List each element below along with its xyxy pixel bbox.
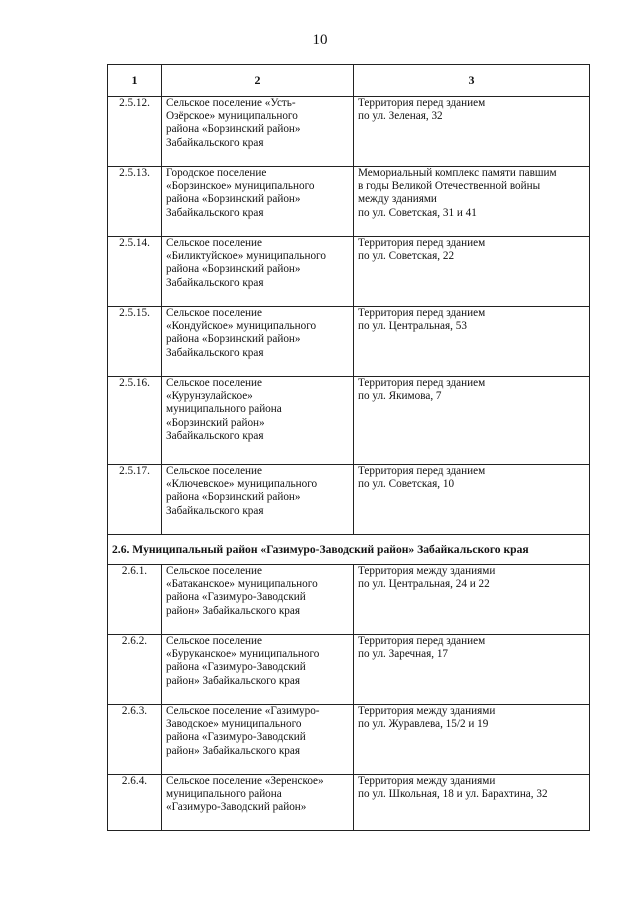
- row-number-cell: [108, 377, 162, 465]
- settlement-cell: [162, 705, 354, 775]
- section-heading: 2.6. Муниципальный район «Газимуро-Заводский район» Забайкальского края: [108, 535, 590, 565]
- settlement-name: Сельское поселение «Усть- Озёрское» муниципального района «Борзинский район» Забайкальского края: [166, 97, 301, 149]
- settlement-cell: [162, 237, 354, 307]
- place-description: Территория между зданиями по ул. Журавлева, 15/2 и 19: [358, 705, 496, 731]
- row-number-cell: [108, 565, 162, 635]
- column-header-place: 3: [354, 65, 590, 97]
- place-cell: [354, 565, 590, 635]
- table-body: [108, 97, 590, 831]
- row-number-cell: [108, 775, 162, 831]
- row-number: 2.6.1.: [121, 565, 148, 577]
- settlement-name: Сельское поселение «Буруканское» муниципального района «Газимуро-Заводский район» Забайкальского края: [166, 635, 320, 687]
- place-description: Территория между зданиями по ул. Центральная, 24 и 22: [358, 565, 496, 591]
- row-number-cell: [108, 167, 162, 237]
- place-description: Территория перед зданием по ул. Якимова, 7: [358, 377, 486, 403]
- column-header-number: 1: [108, 65, 162, 97]
- place-description: Территория перед зданием по ул. Центральная, 53: [358, 307, 486, 333]
- section-heading-row: [108, 535, 590, 565]
- settlement-name: Сельское поселение «Газимуро- Заводское» муниципального района «Газимуро-Заводский район» Забайкальского края: [166, 705, 320, 757]
- place-cell: [354, 635, 590, 705]
- place-cell: [354, 377, 590, 465]
- place-cell: [354, 97, 590, 167]
- table-row: [108, 377, 590, 465]
- place-description: Территория перед зданием по ул. Советская, 22: [358, 237, 486, 263]
- settlement-cell: [162, 775, 354, 831]
- table-row: [108, 237, 590, 307]
- row-number: 2.5.12.: [119, 97, 150, 109]
- column-header-settlement: 2: [162, 65, 354, 97]
- row-number: 2.5.14.: [119, 237, 150, 249]
- settlement-name: Сельское поселение «Ключевское» муниципального района «Борзинский район» Забайкальского края: [166, 465, 318, 517]
- page-number: 10: [312, 32, 328, 48]
- table-row: [108, 705, 590, 775]
- row-number-cell: [108, 307, 162, 377]
- place-description: Территория перед зданием по ул. Зеленая, 32: [358, 97, 486, 123]
- table-row: [108, 307, 590, 377]
- row-number-cell: [108, 97, 162, 167]
- row-number-cell: [108, 705, 162, 775]
- row-number-cell: [108, 635, 162, 705]
- table-row: [108, 97, 590, 167]
- place-cell: [354, 775, 590, 831]
- settlement-cell: [162, 465, 354, 535]
- row-number: 2.6.3.: [121, 705, 148, 717]
- settlements-table: [107, 64, 590, 831]
- table-row: [108, 167, 590, 237]
- row-number: 2.5.15.: [119, 307, 150, 319]
- table-row: [108, 565, 590, 635]
- settlement-cell: [162, 97, 354, 167]
- settlement-name: Сельское поселение «Кондуйское» муниципального района «Борзинский район» Забайкальского края: [166, 307, 317, 359]
- place-cell: [354, 307, 590, 377]
- row-number-cell: [108, 237, 162, 307]
- settlement-name: Городское поселение «Борзинское» муниципального района «Борзинский район» Забайкальского края: [166, 167, 315, 219]
- place-cell: [354, 465, 590, 535]
- place-cell: [354, 705, 590, 775]
- settlement-cell: [162, 307, 354, 377]
- settlement-cell: [162, 377, 354, 465]
- row-number: 2.6.2.: [121, 635, 148, 647]
- settlement-name: Сельское поселение «Батаканское» муниципального района «Газимуро-Заводский район» Забайкальского края: [166, 565, 318, 617]
- row-number-cell: [108, 465, 162, 535]
- table-header-row: [108, 65, 590, 97]
- table-row: [108, 775, 590, 831]
- settlement-cell: [162, 565, 354, 635]
- row-number: 2.5.16.: [119, 377, 150, 389]
- settlement-name: Сельское поселение «Курунзулайское» муниципального района «Борзинский район» Забайкальского края: [166, 377, 282, 442]
- place-description: Территория перед зданием по ул. Заречная, 17: [358, 635, 486, 661]
- settlement-cell: [162, 167, 354, 237]
- row-number: 2.5.17.: [119, 465, 150, 477]
- settlement-name: Сельское поселение «Биликтуйское» муниципального района «Борзинский район» Забайкальского края: [166, 237, 326, 289]
- place-description: Территория между зданиями по ул. Школьная, 18 и ул. Барахтина, 32: [358, 775, 548, 801]
- place-description: Территория перед зданием по ул. Советская, 10: [358, 465, 486, 491]
- settlement-cell: [162, 635, 354, 705]
- row-number: 2.5.13.: [119, 167, 150, 179]
- settlement-name: Сельское поселение «Зеренское» муниципального района «Газимуро-Заводский район»: [166, 775, 324, 814]
- place-cell: [354, 237, 590, 307]
- place-cell: [354, 167, 590, 237]
- place-description: Мемориальный комплекс памяти павшим в годы Великой Отечественной войны между зданиями по ул. Советская, 31 и 41: [358, 167, 557, 219]
- row-number: 2.6.4.: [121, 775, 148, 787]
- table-row: [108, 465, 590, 535]
- table-row: [108, 635, 590, 705]
